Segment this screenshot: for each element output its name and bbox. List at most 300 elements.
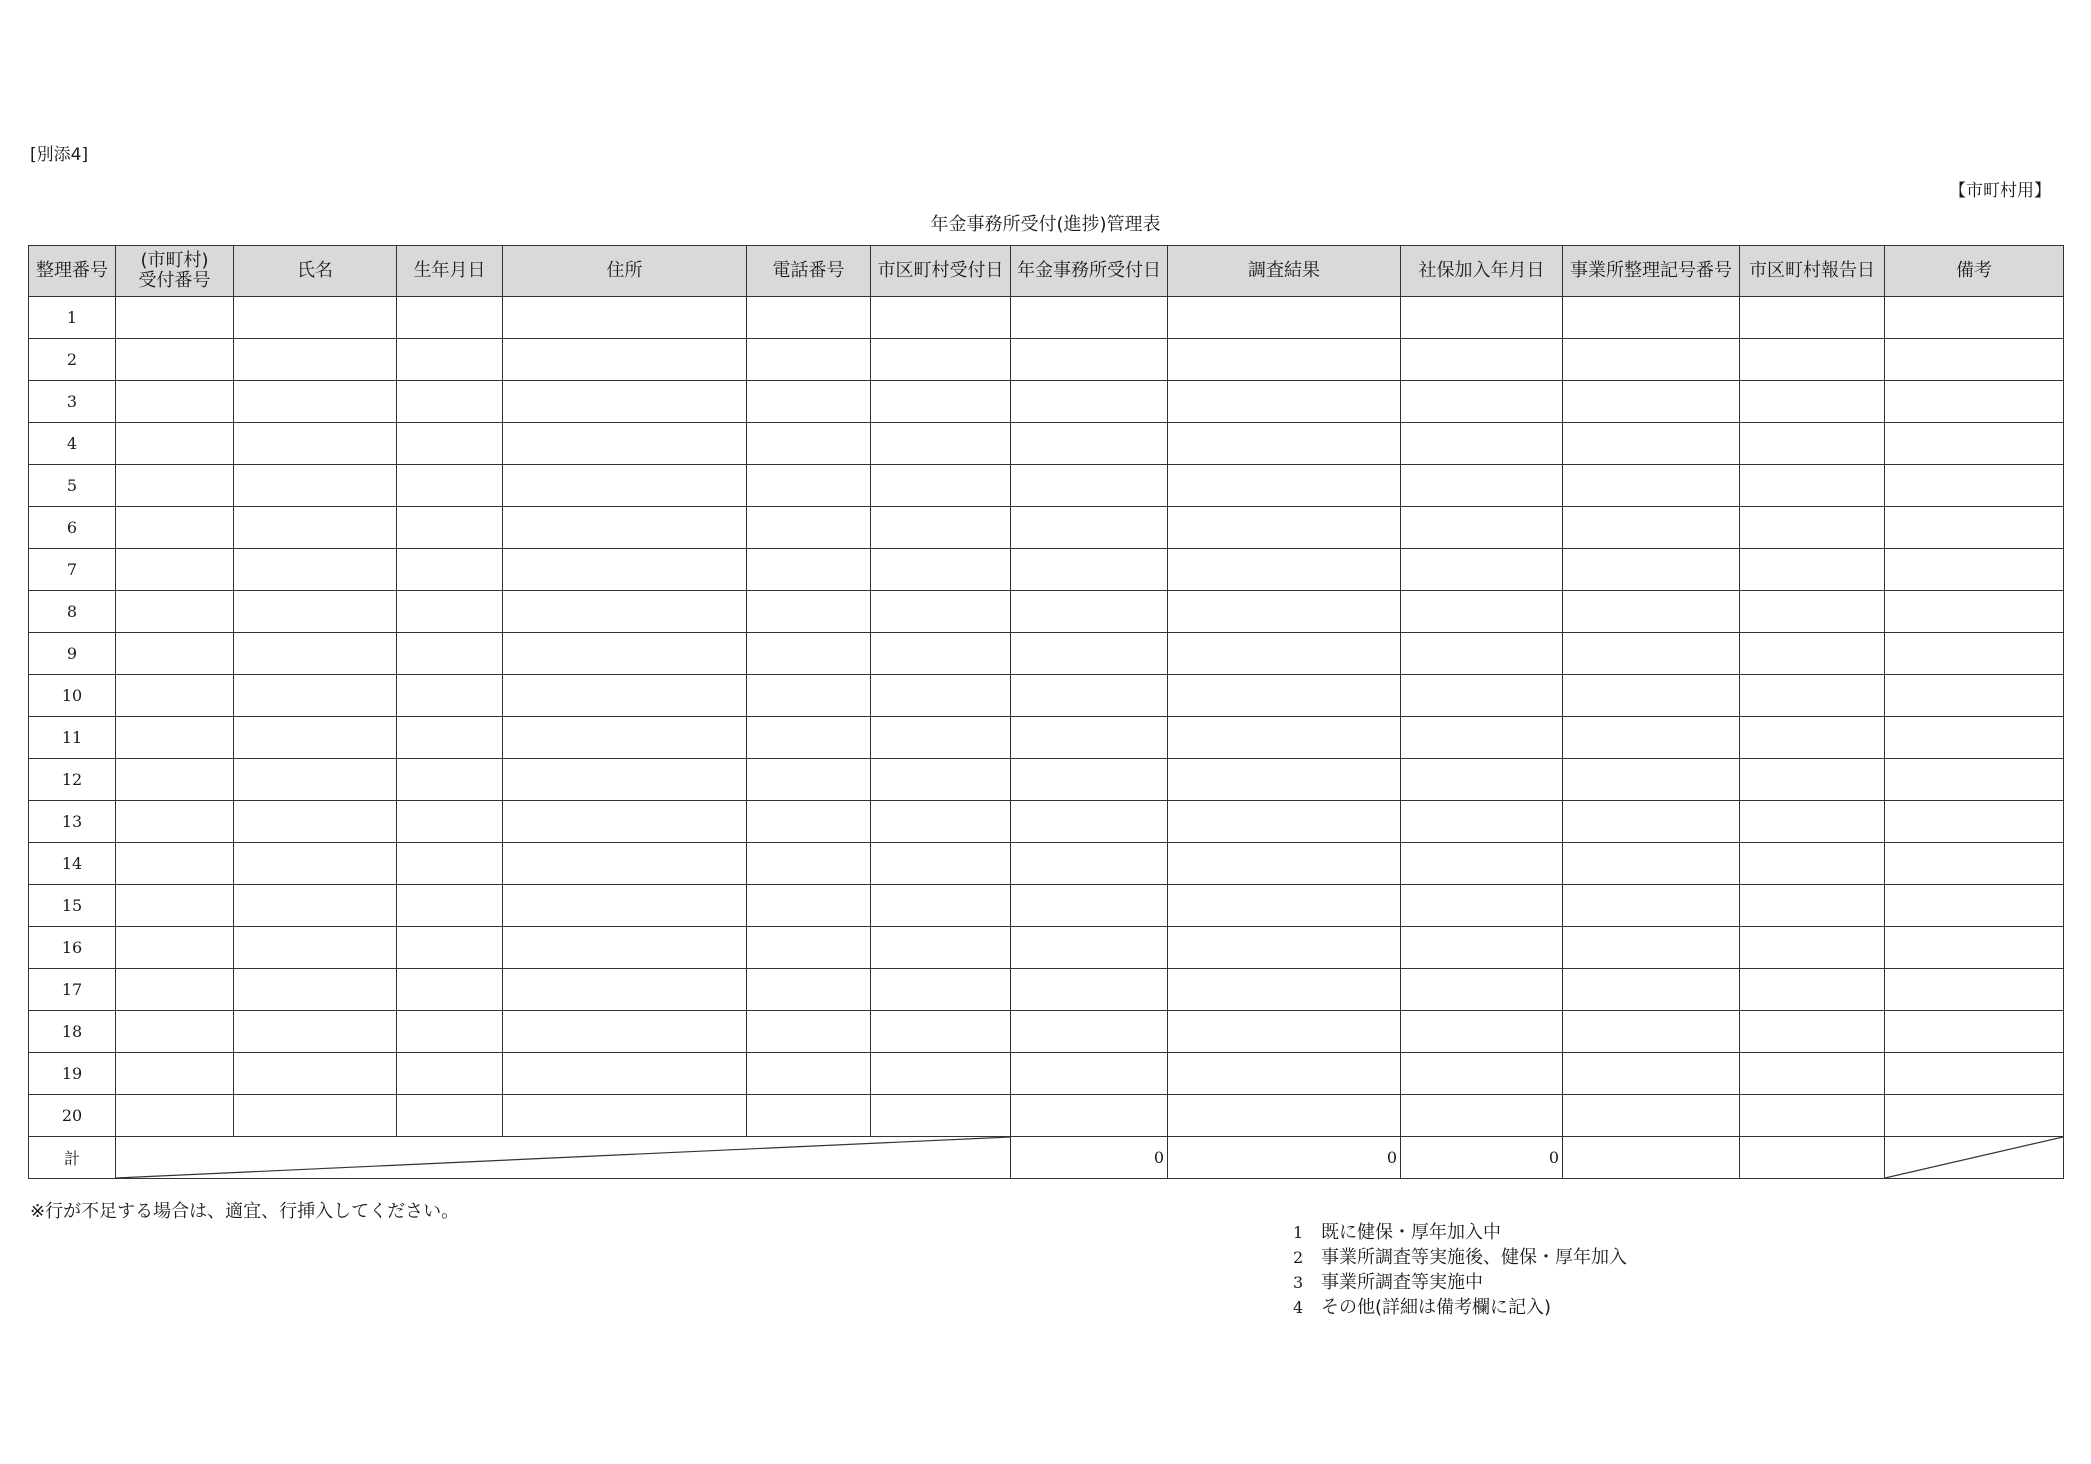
cell-address[interactable] xyxy=(503,633,747,675)
cell-name[interactable] xyxy=(234,297,397,339)
cell-survey-result[interactable] xyxy=(1168,885,1401,927)
cell-insurance-join-date[interactable] xyxy=(1401,675,1563,717)
cell-municipal-receipt-date[interactable] xyxy=(871,927,1011,969)
cell-municipal-receipt-date[interactable] xyxy=(871,297,1011,339)
cell-municipal-report-date[interactable] xyxy=(1740,1011,1885,1053)
cell-phone[interactable] xyxy=(747,969,871,1011)
cell-insurance-join-date[interactable] xyxy=(1401,717,1563,759)
cell-address[interactable] xyxy=(503,801,747,843)
cell-remarks[interactable] xyxy=(1885,297,2064,339)
table-row xyxy=(29,759,2064,801)
attachment-label: [別添4] xyxy=(30,145,89,165)
cell-pension-office-receipt-date[interactable] xyxy=(1011,717,1168,759)
cell-phone[interactable] xyxy=(747,675,871,717)
cell-survey-result[interactable] xyxy=(1168,507,1401,549)
cell-municipal-report-date[interactable] xyxy=(1740,339,1885,381)
cell-receipt-no[interactable] xyxy=(116,759,234,801)
cell-address[interactable] xyxy=(503,1053,747,1095)
cell-name[interactable] xyxy=(234,717,397,759)
cell-address[interactable] xyxy=(503,549,747,591)
cell-name[interactable] xyxy=(234,507,397,549)
cell-municipal-receipt-date[interactable] xyxy=(871,549,1011,591)
cell-office-code[interactable] xyxy=(1563,549,1740,591)
cell-address[interactable] xyxy=(503,465,747,507)
cell-birthdate[interactable] xyxy=(397,927,503,969)
total-remarks-diagonal xyxy=(1885,1137,2064,1179)
cell-office-code[interactable] xyxy=(1563,423,1740,465)
cell-address[interactable] xyxy=(503,885,747,927)
cell-name[interactable] xyxy=(234,339,397,381)
cell-office-code[interactable] xyxy=(1563,633,1740,675)
row-number: 3 xyxy=(29,381,116,423)
col-header-phone: 電話番号 xyxy=(747,246,871,297)
total-insurance-join[interactable]: 0 xyxy=(1401,1137,1563,1179)
table-row xyxy=(29,1095,2064,1137)
cell-pension-office-receipt-date[interactable] xyxy=(1011,591,1168,633)
cell-phone[interactable] xyxy=(747,885,871,927)
cell-birthdate[interactable] xyxy=(397,885,503,927)
cell-phone[interactable] xyxy=(747,717,871,759)
cell-pension-office-receipt-date[interactable] xyxy=(1011,507,1168,549)
cell-insurance-join-date[interactable] xyxy=(1401,801,1563,843)
row-number: 20 xyxy=(29,1095,116,1137)
cell-survey-result[interactable] xyxy=(1168,465,1401,507)
cell-birthdate[interactable] xyxy=(397,759,503,801)
cell-pension-office-receipt-date[interactable] xyxy=(1011,885,1168,927)
cell-insurance-join-date[interactable] xyxy=(1401,465,1563,507)
cell-municipal-report-date[interactable] xyxy=(1740,717,1885,759)
cell-address[interactable] xyxy=(503,969,747,1011)
cell-insurance-join-date[interactable] xyxy=(1401,1011,1563,1053)
row-number: 15 xyxy=(29,885,116,927)
cell-pension-office-receipt-date[interactable] xyxy=(1011,927,1168,969)
cell-municipal-receipt-date[interactable] xyxy=(871,339,1011,381)
cell-office-code[interactable] xyxy=(1563,885,1740,927)
cell-receipt-no[interactable] xyxy=(116,801,234,843)
cell-address[interactable] xyxy=(503,339,747,381)
cell-receipt-no[interactable] xyxy=(116,843,234,885)
cell-municipal-report-date[interactable] xyxy=(1740,1095,1885,1137)
diagonal-line xyxy=(116,1137,1010,1178)
cell-birthdate[interactable] xyxy=(397,297,503,339)
cell-office-code[interactable] xyxy=(1563,591,1740,633)
cell-address[interactable] xyxy=(503,1011,747,1053)
cell-municipal-report-date[interactable] xyxy=(1740,549,1885,591)
cell-phone[interactable] xyxy=(747,759,871,801)
cell-birthdate[interactable] xyxy=(397,339,503,381)
cell-receipt-no[interactable] xyxy=(116,927,234,969)
cell-receipt-no[interactable] xyxy=(116,297,234,339)
cell-remarks[interactable] xyxy=(1885,969,2064,1011)
cell-municipal-receipt-date[interactable] xyxy=(871,801,1011,843)
cell-municipal-report-date[interactable] xyxy=(1740,633,1885,675)
diagonal-line xyxy=(1885,1137,2063,1178)
cell-phone[interactable] xyxy=(747,297,871,339)
cell-address[interactable] xyxy=(503,927,747,969)
cell-insurance-join-date[interactable] xyxy=(1401,1053,1563,1095)
cell-birthdate[interactable] xyxy=(397,423,503,465)
cell-address[interactable] xyxy=(503,1095,747,1137)
table-row xyxy=(29,297,2064,339)
cell-pension-office-receipt-date[interactable] xyxy=(1011,801,1168,843)
row-number: 17 xyxy=(29,969,116,1011)
cell-remarks[interactable] xyxy=(1885,339,2064,381)
cell-survey-result[interactable] xyxy=(1168,381,1401,423)
cell-phone[interactable] xyxy=(747,549,871,591)
table-row xyxy=(29,801,2064,843)
legend-item xyxy=(1293,1270,1627,1295)
cell-survey-result[interactable] xyxy=(1168,549,1401,591)
row-number: 8 xyxy=(29,591,116,633)
cell-birthdate[interactable] xyxy=(397,1053,503,1095)
cell-survey-result[interactable] xyxy=(1168,1095,1401,1137)
row-number: 2 xyxy=(29,339,116,381)
cell-office-code[interactable] xyxy=(1563,1095,1740,1137)
cell-office-code[interactable] xyxy=(1563,759,1740,801)
cell-remarks[interactable] xyxy=(1885,1053,2064,1095)
cell-pension-office-receipt-date[interactable] xyxy=(1011,675,1168,717)
cell-name[interactable] xyxy=(234,885,397,927)
legend-text: 既に健保・厚年加入中 xyxy=(1321,1222,1501,1243)
cell-pension-office-receipt-date[interactable] xyxy=(1011,843,1168,885)
cell-pension-office-receipt-date[interactable] xyxy=(1011,549,1168,591)
cell-phone[interactable] xyxy=(747,633,871,675)
cell-survey-result[interactable] xyxy=(1168,927,1401,969)
cell-municipal-report-date[interactable] xyxy=(1740,675,1885,717)
cell-name[interactable] xyxy=(234,969,397,1011)
cell-survey-result[interactable] xyxy=(1168,1053,1401,1095)
cell-municipal-report-date[interactable] xyxy=(1740,759,1885,801)
cell-name[interactable] xyxy=(234,1095,397,1137)
cell-office-code[interactable] xyxy=(1563,675,1740,717)
cell-name[interactable] xyxy=(234,843,397,885)
cell-name[interactable] xyxy=(234,1053,397,1095)
cell-municipal-report-date[interactable] xyxy=(1740,381,1885,423)
cell-municipal-receipt-date[interactable] xyxy=(871,507,1011,549)
cell-survey-result[interactable] xyxy=(1168,1011,1401,1053)
cell-municipal-report-date[interactable] xyxy=(1740,885,1885,927)
cell-name[interactable] xyxy=(234,549,397,591)
cell-pension-office-receipt-date[interactable] xyxy=(1011,297,1168,339)
total-pension-office-receipt[interactable]: 0 xyxy=(1011,1137,1168,1179)
total-diagonal-cell xyxy=(116,1137,1011,1179)
cell-pension-office-receipt-date[interactable] xyxy=(1011,759,1168,801)
table-row xyxy=(29,927,2064,969)
cell-municipal-report-date[interactable] xyxy=(1740,591,1885,633)
cell-name[interactable] xyxy=(234,381,397,423)
cell-receipt-no[interactable] xyxy=(116,1053,234,1095)
cell-municipal-receipt-date[interactable] xyxy=(871,423,1011,465)
cell-remarks[interactable] xyxy=(1885,675,2064,717)
table-row xyxy=(29,423,2064,465)
cell-phone[interactable] xyxy=(747,843,871,885)
cell-office-code[interactable] xyxy=(1563,801,1740,843)
cell-phone[interactable] xyxy=(747,1053,871,1095)
total-label: 計 xyxy=(29,1137,116,1179)
cell-remarks[interactable] xyxy=(1885,507,2064,549)
cell-insurance-join-date[interactable] xyxy=(1401,549,1563,591)
cell-remarks[interactable] xyxy=(1885,381,2064,423)
cell-survey-result[interactable] xyxy=(1168,339,1401,381)
cell-office-code[interactable] xyxy=(1563,507,1740,549)
cell-municipal-report-date[interactable] xyxy=(1740,801,1885,843)
cell-birthdate[interactable] xyxy=(397,465,503,507)
cell-municipal-receipt-date[interactable] xyxy=(871,1011,1011,1053)
cell-phone[interactable] xyxy=(747,927,871,969)
cell-receipt-no[interactable] xyxy=(116,885,234,927)
cell-birthdate[interactable] xyxy=(397,591,503,633)
cell-address[interactable] xyxy=(503,675,747,717)
cell-address[interactable] xyxy=(503,717,747,759)
col-header-municipal-report-date: 市区町村報告日 xyxy=(1740,246,1885,297)
cell-birthdate[interactable] xyxy=(397,717,503,759)
col-header-office-code: 事業所整理記号番号 xyxy=(1563,246,1740,297)
col-header-municipal-receipt-date: 市区町村受付日 xyxy=(871,246,1011,297)
cell-insurance-join-date[interactable] xyxy=(1401,381,1563,423)
cell-office-code[interactable] xyxy=(1563,381,1740,423)
cell-remarks[interactable] xyxy=(1885,465,2064,507)
cell-pension-office-receipt-date[interactable] xyxy=(1011,969,1168,1011)
total-municipal-report[interactable] xyxy=(1740,1137,1885,1179)
cell-municipal-report-date[interactable] xyxy=(1740,843,1885,885)
cell-receipt-no[interactable] xyxy=(116,1095,234,1137)
cell-receipt-no[interactable] xyxy=(116,507,234,549)
cell-phone[interactable] xyxy=(747,591,871,633)
row-number: 10 xyxy=(29,675,116,717)
cell-receipt-no[interactable] xyxy=(116,969,234,1011)
cell-receipt-no[interactable] xyxy=(116,549,234,591)
cell-municipal-report-date[interactable] xyxy=(1740,423,1885,465)
row-number: 14 xyxy=(29,843,116,885)
cell-office-code[interactable] xyxy=(1563,927,1740,969)
cell-office-code[interactable] xyxy=(1563,1011,1740,1053)
cell-municipal-report-date[interactable] xyxy=(1740,969,1885,1011)
cell-municipal-report-date[interactable] xyxy=(1740,1053,1885,1095)
cell-municipal-report-date[interactable] xyxy=(1740,507,1885,549)
cell-remarks[interactable] xyxy=(1885,633,2064,675)
cell-remarks[interactable] xyxy=(1885,717,2064,759)
legend-number: 3 xyxy=(1293,1273,1304,1292)
cell-receipt-no[interactable] xyxy=(116,591,234,633)
cell-receipt-no[interactable] xyxy=(116,465,234,507)
cell-phone[interactable] xyxy=(747,1011,871,1053)
cell-municipal-receipt-date[interactable] xyxy=(871,969,1011,1011)
cell-municipal-report-date[interactable] xyxy=(1740,927,1885,969)
legend-item xyxy=(1293,1295,1627,1320)
table-row xyxy=(29,1011,2064,1053)
cell-name[interactable] xyxy=(234,1011,397,1053)
cell-receipt-no[interactable] xyxy=(116,381,234,423)
cell-insurance-join-date[interactable] xyxy=(1401,843,1563,885)
cell-municipal-receipt-date[interactable] xyxy=(871,843,1011,885)
cell-birthdate[interactable] xyxy=(397,1011,503,1053)
row-number: 6 xyxy=(29,507,116,549)
cell-address[interactable] xyxy=(503,507,747,549)
cell-address[interactable] xyxy=(503,591,747,633)
cell-phone[interactable] xyxy=(747,423,871,465)
cell-insurance-join-date[interactable] xyxy=(1401,339,1563,381)
cell-municipal-receipt-date[interactable] xyxy=(871,381,1011,423)
cell-survey-result[interactable] xyxy=(1168,591,1401,633)
cell-name[interactable] xyxy=(234,423,397,465)
cell-receipt-no[interactable] xyxy=(116,633,234,675)
cell-remarks[interactable] xyxy=(1885,885,2064,927)
cell-birthdate[interactable] xyxy=(397,381,503,423)
row-number: 13 xyxy=(29,801,116,843)
cell-survey-result[interactable] xyxy=(1168,297,1401,339)
cell-office-code[interactable] xyxy=(1563,717,1740,759)
cell-address[interactable] xyxy=(503,381,747,423)
table-row xyxy=(29,1053,2064,1095)
cell-phone[interactable] xyxy=(747,465,871,507)
cell-office-code[interactable] xyxy=(1563,339,1740,381)
cell-survey-result[interactable] xyxy=(1168,843,1401,885)
cell-birthdate[interactable] xyxy=(397,969,503,1011)
legend-text: 事業所調査等実施後、健保・厚年加入 xyxy=(1321,1247,1627,1268)
total-office-code[interactable] xyxy=(1563,1137,1740,1179)
row-number: 7 xyxy=(29,549,116,591)
survey-result-legend xyxy=(1293,1220,1627,1320)
cell-municipal-receipt-date[interactable] xyxy=(871,675,1011,717)
cell-birthdate[interactable] xyxy=(397,675,503,717)
row-number: 19 xyxy=(29,1053,116,1095)
cell-remarks[interactable] xyxy=(1885,1095,2064,1137)
cell-remarks[interactable] xyxy=(1885,591,2064,633)
legend-number: 1 xyxy=(1293,1223,1304,1242)
cell-survey-result[interactable] xyxy=(1168,633,1401,675)
cell-pension-office-receipt-date[interactable] xyxy=(1011,1053,1168,1095)
cell-office-code[interactable] xyxy=(1563,1053,1740,1095)
cell-remarks[interactable] xyxy=(1885,927,2064,969)
cell-municipal-report-date[interactable] xyxy=(1740,297,1885,339)
cell-address[interactable] xyxy=(503,423,747,465)
row-number: 5 xyxy=(29,465,116,507)
cell-birthdate[interactable] xyxy=(397,507,503,549)
cell-name[interactable] xyxy=(234,633,397,675)
cell-municipal-receipt-date[interactable] xyxy=(871,717,1011,759)
table-row xyxy=(29,885,2064,927)
cell-birthdate[interactable] xyxy=(397,843,503,885)
cell-phone[interactable] xyxy=(747,1095,871,1137)
cell-receipt-no[interactable] xyxy=(116,1011,234,1053)
cell-municipal-receipt-date[interactable] xyxy=(871,591,1011,633)
cell-name[interactable] xyxy=(234,591,397,633)
col-header-seq-no: 整理番号 xyxy=(29,246,116,297)
cell-phone[interactable] xyxy=(747,801,871,843)
cell-name[interactable] xyxy=(234,927,397,969)
cell-insurance-join-date[interactable] xyxy=(1401,759,1563,801)
cell-pension-office-receipt-date[interactable] xyxy=(1011,381,1168,423)
cell-municipal-receipt-date[interactable] xyxy=(871,1095,1011,1137)
cell-insurance-join-date[interactable] xyxy=(1401,297,1563,339)
col-header-receipt-no: (市町村) 受付番号 xyxy=(116,246,234,297)
cell-name[interactable] xyxy=(234,759,397,801)
table-row xyxy=(29,339,2064,381)
cell-remarks[interactable] xyxy=(1885,549,2064,591)
col-header-survey-result: 調査結果 xyxy=(1168,246,1401,297)
col-header-name: 氏名 xyxy=(234,246,397,297)
cell-survey-result[interactable] xyxy=(1168,675,1401,717)
cell-insurance-join-date[interactable] xyxy=(1401,507,1563,549)
cell-survey-result[interactable] xyxy=(1168,759,1401,801)
cell-remarks[interactable] xyxy=(1885,843,2064,885)
cell-remarks[interactable] xyxy=(1885,423,2064,465)
cell-municipal-report-date[interactable] xyxy=(1740,465,1885,507)
cell-pension-office-receipt-date[interactable] xyxy=(1011,465,1168,507)
cell-receipt-no[interactable] xyxy=(116,339,234,381)
table-row xyxy=(29,507,2064,549)
cell-phone[interactable] xyxy=(747,381,871,423)
cell-office-code[interactable] xyxy=(1563,465,1740,507)
cell-office-code[interactable] xyxy=(1563,843,1740,885)
cell-pension-office-receipt-date[interactable] xyxy=(1011,339,1168,381)
legend-number: 4 xyxy=(1293,1298,1304,1317)
table-row xyxy=(29,717,2064,759)
table-row xyxy=(29,381,2064,423)
total-survey-result[interactable]: 0 xyxy=(1168,1137,1401,1179)
cell-survey-result[interactable] xyxy=(1168,969,1401,1011)
cell-remarks[interactable] xyxy=(1885,1011,2064,1053)
table-row xyxy=(29,843,2064,885)
cell-insurance-join-date[interactable] xyxy=(1401,423,1563,465)
cell-office-code[interactable] xyxy=(1563,297,1740,339)
cell-phone[interactable] xyxy=(747,507,871,549)
cell-name[interactable] xyxy=(234,465,397,507)
cell-address[interactable] xyxy=(503,759,747,801)
cell-pension-office-receipt-date[interactable] xyxy=(1011,1011,1168,1053)
cell-birthdate[interactable] xyxy=(397,633,503,675)
cell-remarks[interactable] xyxy=(1885,759,2064,801)
cell-municipal-receipt-date[interactable] xyxy=(871,633,1011,675)
cell-office-code[interactable] xyxy=(1563,969,1740,1011)
col-header-address: 住所 xyxy=(503,246,747,297)
cell-insurance-join-date[interactable] xyxy=(1401,633,1563,675)
cell-municipal-receipt-date[interactable] xyxy=(871,465,1011,507)
cell-birthdate[interactable] xyxy=(397,801,503,843)
cell-birthdate[interactable] xyxy=(397,1095,503,1137)
cell-municipal-receipt-date[interactable] xyxy=(871,759,1011,801)
row-number: 18 xyxy=(29,1011,116,1053)
cell-phone[interactable] xyxy=(747,339,871,381)
cell-address[interactable] xyxy=(503,297,747,339)
cell-receipt-no[interactable] xyxy=(116,717,234,759)
cell-pension-office-receipt-date[interactable] xyxy=(1011,633,1168,675)
cell-pension-office-receipt-date[interactable] xyxy=(1011,1095,1168,1137)
cell-municipal-receipt-date[interactable] xyxy=(871,1053,1011,1095)
col-header-insurance-join-date: 社保加入年月日 xyxy=(1401,246,1563,297)
table-row xyxy=(29,633,2064,675)
cell-address[interactable] xyxy=(503,843,747,885)
cell-municipal-receipt-date[interactable] xyxy=(871,885,1011,927)
cell-insurance-join-date[interactable] xyxy=(1401,969,1563,1011)
cell-name[interactable] xyxy=(234,675,397,717)
cell-survey-result[interactable] xyxy=(1168,801,1401,843)
cell-remarks[interactable] xyxy=(1885,801,2064,843)
cell-name[interactable] xyxy=(234,801,397,843)
cell-survey-result[interactable] xyxy=(1168,717,1401,759)
cell-insurance-join-date[interactable] xyxy=(1401,885,1563,927)
cell-insurance-join-date[interactable] xyxy=(1401,1095,1563,1137)
legend-item xyxy=(1293,1220,1627,1245)
cell-pension-office-receipt-date[interactable] xyxy=(1011,423,1168,465)
cell-insurance-join-date[interactable] xyxy=(1401,591,1563,633)
legend-number: 2 xyxy=(1293,1248,1304,1267)
cell-receipt-no[interactable] xyxy=(116,423,234,465)
cell-insurance-join-date[interactable] xyxy=(1401,927,1563,969)
cell-birthdate[interactable] xyxy=(397,549,503,591)
cell-survey-result[interactable] xyxy=(1168,423,1401,465)
cell-receipt-no[interactable] xyxy=(116,675,234,717)
